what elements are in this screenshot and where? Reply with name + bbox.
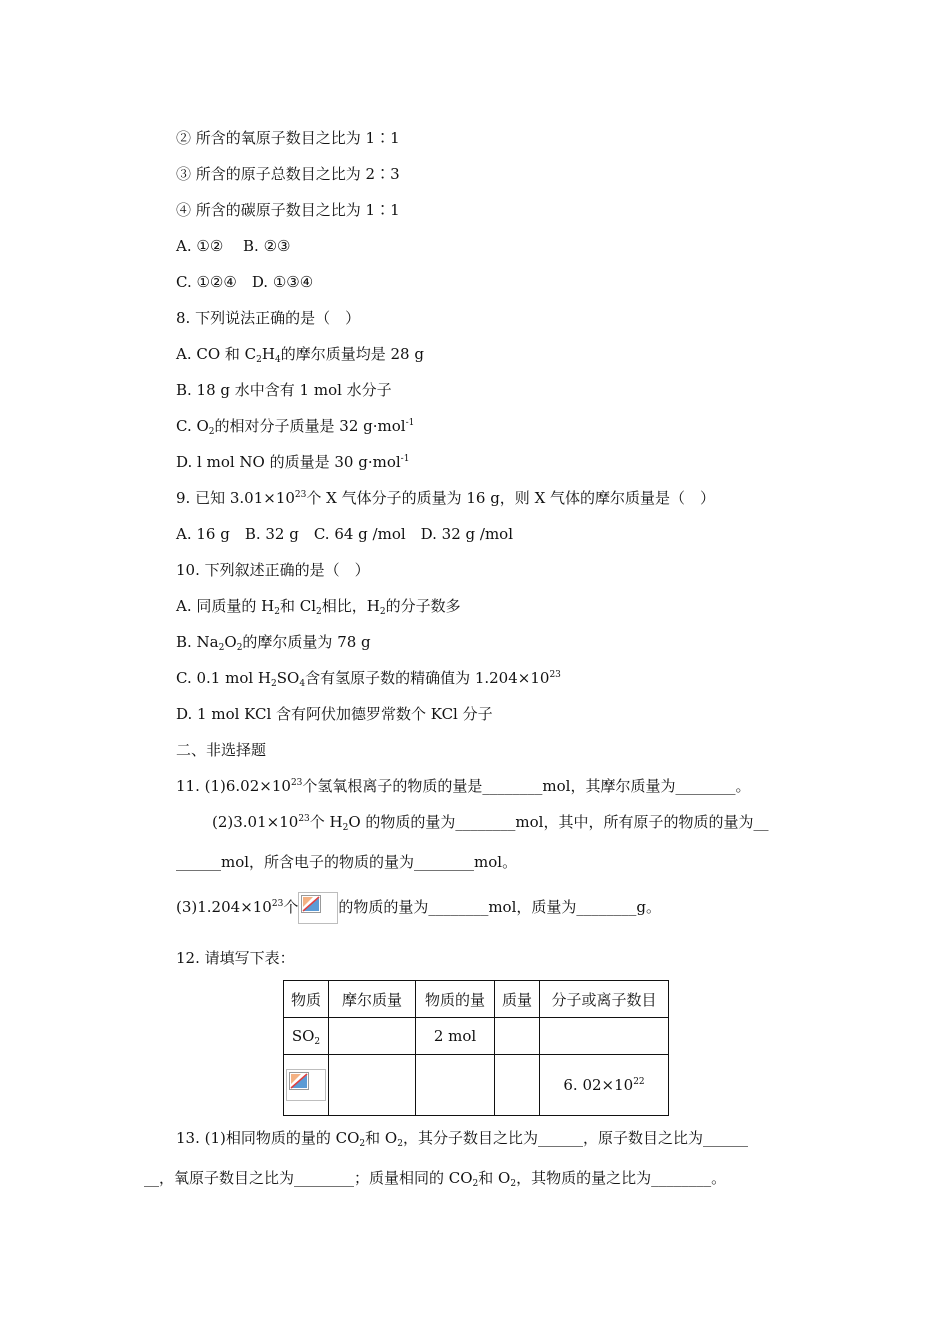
q8-choice-c: C. $O_2$的相对分子质量是 32 g·mol$^{-1}$ — [176, 417, 415, 437]
table-header: 分子或离子数目 — [540, 981, 669, 1018]
table-cell — [495, 1055, 540, 1116]
q11-part-2: $(2)3.01\times 10^{23}$个 $H_2O$ 的物质的量为________mol，其中，所有原子的物质的量为__ — [212, 813, 769, 833]
table-cell: 6. $02\times 10^{22}$ — [540, 1055, 669, 1116]
q10-choice-c: C. 0.1 mol $H_2SO_4$含有氢原子数的精确值为 $1.204\times 10^{23}$ — [176, 669, 561, 689]
q10-choice-b: B. $Na_2O_2$的摩尔质量为 78 g — [176, 633, 371, 653]
table-cell — [329, 1018, 416, 1055]
q10-choice-a: A. 同质量的 $H_2$和 $Cl_2$相比，$H_2$的分子数多 — [176, 597, 461, 617]
q9-stem: 9. 已知 $3.01\times 10^{23}$个 X 气体分子的质量为 16 g，则 X 气体的摩尔质量是（ ） — [176, 489, 716, 507]
table-cell — [416, 1055, 495, 1116]
q13-line-1: 13. (1)相同物质的量的 $CO_2$和 $O_2$，其分子数目之比为______，原子数目之比为______ — [176, 1129, 748, 1149]
table-cell: $SO_2$ — [284, 1018, 329, 1055]
q7-option-2: ② 所含的氧原子数目之比为 1∶1 — [176, 129, 400, 147]
broken-image-icon — [286, 1069, 326, 1101]
q10-stem: 10. 下列叙述正确的是（ ） — [176, 561, 370, 579]
q8-choice-d: D. l mol NO 的质量是 30 g·mol$^{-1}$ — [176, 453, 410, 471]
q7-choices-ab: A. ①② B. ②③ — [176, 237, 291, 255]
q8-choice-a: A. CO 和 $C_2H_4$的摩尔质量均是 28 g — [176, 345, 424, 365]
section-heading: 二、非选择题 — [176, 741, 267, 759]
table-header: 质量 — [495, 981, 540, 1018]
table-header: 摩尔质量 — [329, 981, 416, 1018]
table-header: 物质的量 — [416, 981, 495, 1018]
table-cell — [495, 1018, 540, 1055]
broken-image-icon — [298, 892, 338, 924]
table-header: 物质 — [284, 981, 329, 1018]
table-cell — [540, 1018, 669, 1055]
q11-part-2-continued: ______mol，所含电子的物质的量为________mol。 — [176, 853, 518, 871]
q7-option-4: ④ 所含的碳原子数目之比为 1∶1 — [176, 201, 400, 219]
q12-table — [283, 980, 669, 1116]
q7-choices-cd: C. ①②④ D. ①③④ — [176, 273, 314, 291]
q11-part-3: $(3)1.204\times 10^{23}$个 的物质的量为________mol，质量为________g。 — [176, 892, 661, 924]
q8-choice-b: B. 18 g 水中含有 1 mol 水分子 — [176, 381, 392, 399]
q7-option-3: ③ 所含的原子总数目之比为 2∶3 — [176, 165, 400, 183]
q10-choice-d: D. 1 mol KCl 含有阿伏加德罗常数个 KCl 分子 — [176, 705, 493, 723]
q12-stem: 12. 请填写下表： — [176, 949, 295, 967]
table-cell: 2 mol — [416, 1018, 495, 1055]
table-row — [284, 1055, 669, 1116]
q13-line-2: __，氧原子数目之比为________；质量相同的 $CO_2$和 $O_2$，其物质的量之比为________。 — [144, 1169, 727, 1189]
q8-stem: 8. 下列说法正确的是（ ） — [176, 309, 361, 327]
table-cell — [329, 1055, 416, 1116]
q9-choices: A. 16 g B. 32 g C. 64 g /mol D. 32 g /mol — [176, 525, 514, 543]
table-row — [284, 1018, 669, 1055]
q11-part-1: 11. $(1)6.02\times 10^{23}$个氢氧根离子的物质的量是________mol，其摩尔质量为________。 — [176, 777, 751, 795]
table-cell — [284, 1055, 329, 1116]
table-header-row — [284, 981, 669, 1018]
